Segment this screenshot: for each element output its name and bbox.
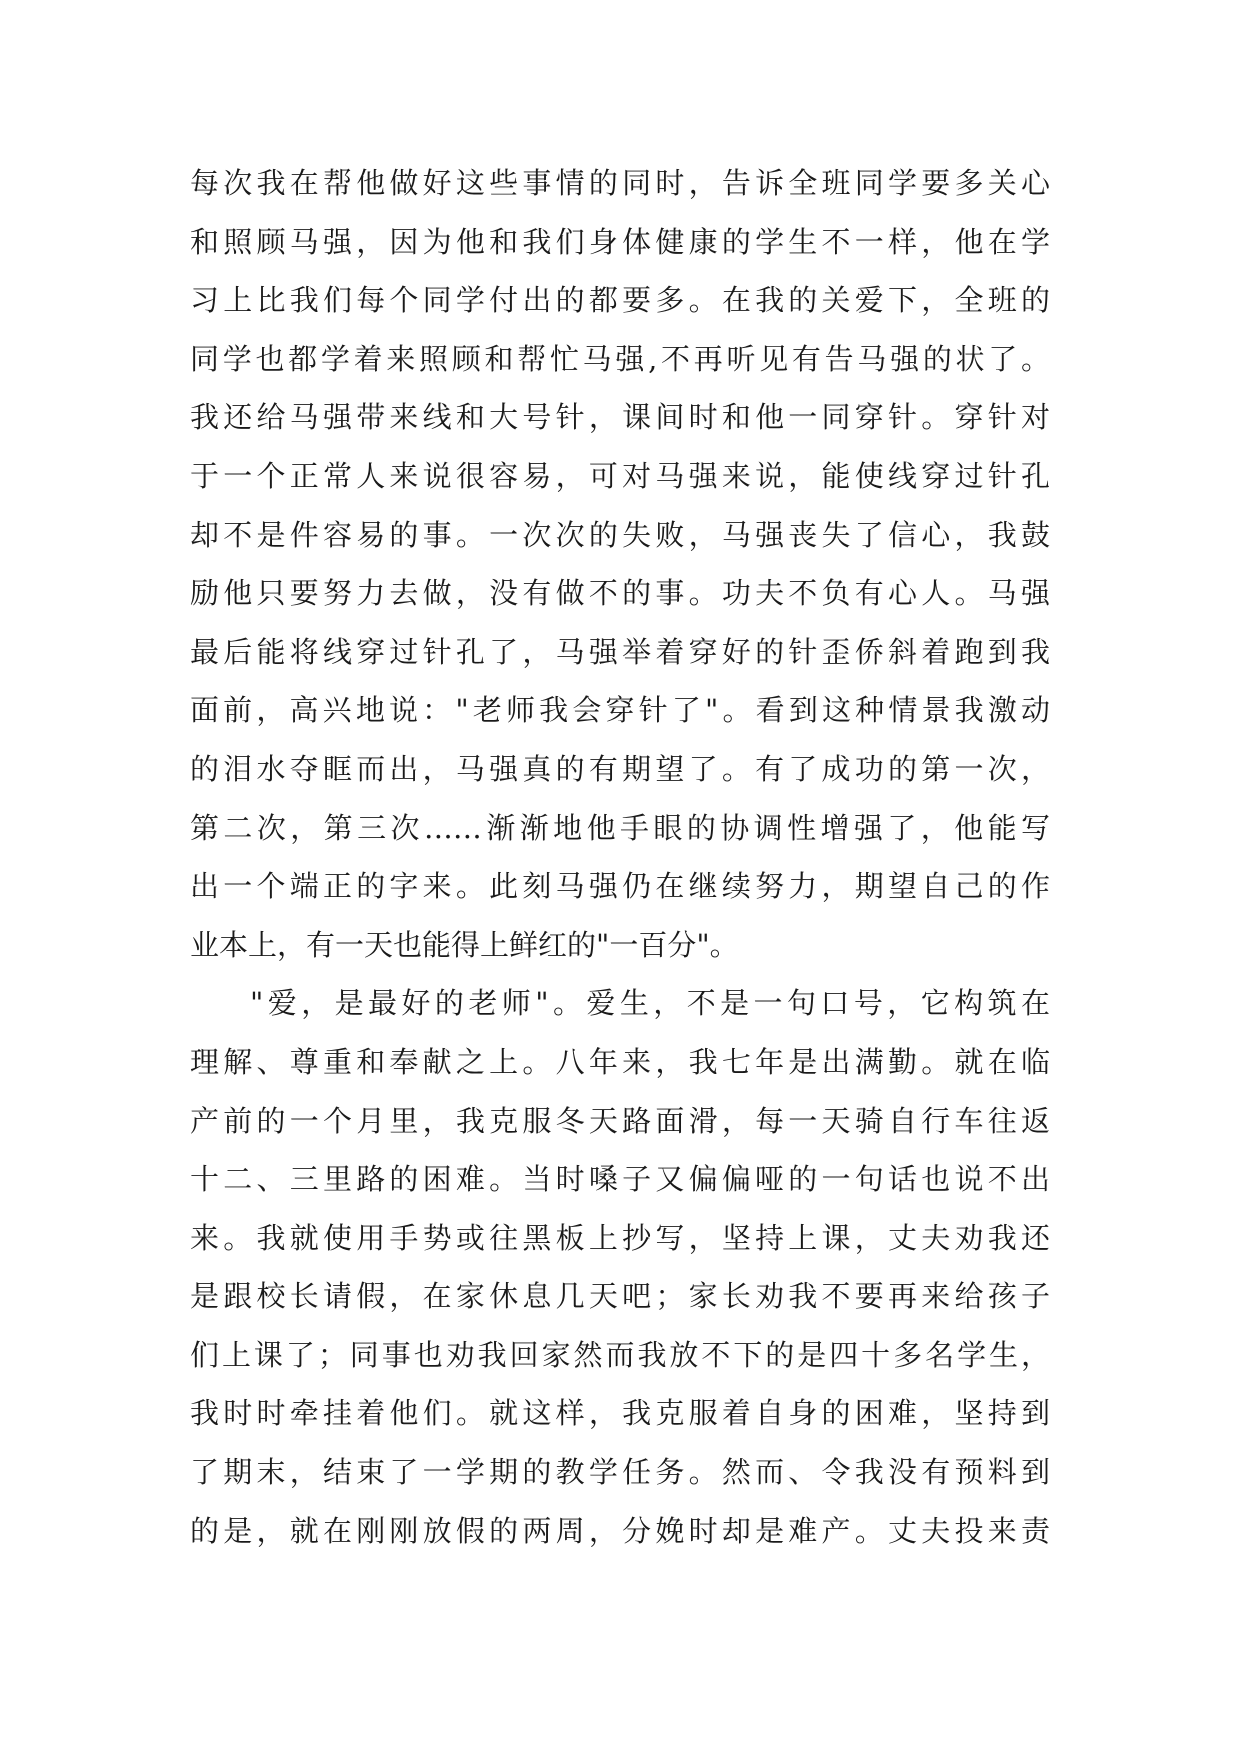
text-line: 于一个正常人来说很容易，可对马强来说，能使线穿过针孔 [190,458,1050,493]
text-line: 却不是件容易的事。一次次的失败，马强丧失了信心，我鼓 [190,517,1050,552]
text-line: 我还给马强带来线和大号针，课间时和他一同穿针。穿针对 [190,400,1050,435]
text-line: 励他只要努力去做，没有做不的事。功夫不负有心人。马强 [190,576,1050,611]
text-line: 和照顾马强，因为他和我们身体健康的学生不一样，他在学 [190,224,1050,259]
text-line: 的是，就在刚刚放假的两周，分娩时却是难产。丈夫投来责 [190,1513,1050,1548]
text-line: 最后能将线穿过针孔了，马强举着穿好的针歪侨斜着跑到我 [190,634,1050,669]
body-text [190,154,1050,1560]
text-line: 理解、尊重和奉献之上。八年来，我七年是出满勤。就在临 [190,1044,1050,1079]
text-line: 来。我就使用手势或往黑板上抄写，坚持上课，丈夫劝我还 [190,1220,1050,1255]
text-line: 我时时牵挂着他们。就这样，我克服着自身的困难，坚持到 [190,1396,1050,1431]
text-line: 们上课了；同事也劝我回家然而我放不下的是四十多名学生， [190,1337,1050,1372]
text-line: "爱，是最好的老师"。爱生，不是一句口号，它构筑在 [250,986,1050,1021]
text-line: 是跟校长请假，在家休息几天吧；家长劝我不要再来给孩子 [190,1279,1050,1314]
text-line: 十二、三里路的困难。当时嗓子又偏偏哑的一句话也说不出 [190,1162,1050,1197]
text-line: 的泪水夺眶而出，马强真的有期望了。有了成功的第一次， [190,751,1050,786]
text-line: 出一个端正的字来。此刻马强仍在继续努力，期望自己的作 [190,869,1050,904]
text-line: 同学也都学着来照顾和帮忙马强,不再听见有告马强的状了。 [190,341,1050,376]
text-line: 业本上，有一天也能得上鲜红的"一百分"。 [190,927,739,962]
text-line: 第二次，第三次……渐渐地他手眼的协调性增强了，他能写 [190,810,1050,845]
text-line: 面前，高兴地说："老师我会穿针了"。看到这种情景我激动 [190,693,1050,728]
text-line: 每次我在帮他做好这些事情的同时，告诉全班同学要多关心 [190,166,1050,200]
text-line: 产前的一个月里，我克服冬天路面滑，每一天骑自行车往返 [190,1103,1050,1138]
text-line: 了期末，结束了一学期的教学任务。然而、令我没有预料到 [190,1455,1050,1490]
text-line: 习上比我们每个同学付出的都要多。在我的关爱下，全班的 [190,283,1050,318]
